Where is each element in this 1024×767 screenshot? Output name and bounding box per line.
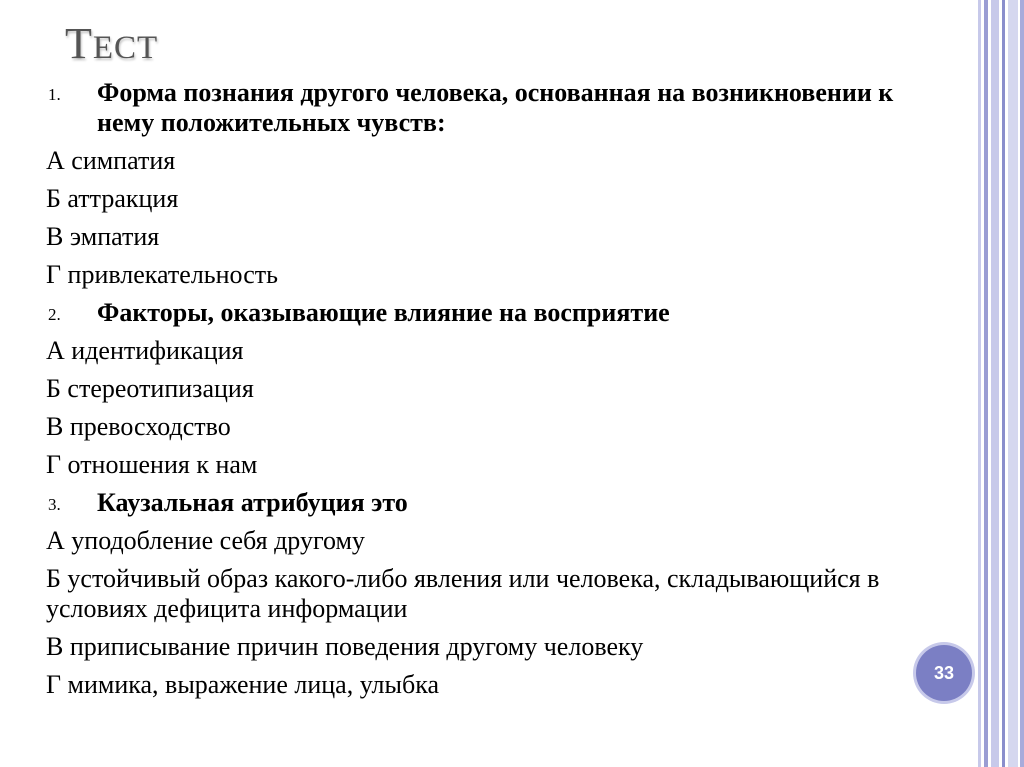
answer-option: А идентификация <box>46 336 244 365</box>
answer-option: Б устойчивый образ какого-либо явления или человека, складывающийся в условиях дефицита информации <box>46 564 880 623</box>
answer-option: Б стереотипизация <box>46 374 254 403</box>
stripe <box>1008 0 1018 767</box>
stripe <box>978 0 981 767</box>
answer-option: В эмпатия <box>46 222 160 251</box>
stripe <box>1020 0 1024 767</box>
stripe <box>991 0 999 767</box>
answer-option: В превосходство <box>46 412 231 441</box>
question-2 <box>46 298 956 328</box>
question-text: Факторы, оказывающие влияние на восприятие <box>97 298 670 327</box>
decorative-stripes <box>978 0 1024 767</box>
question-number: 3. <box>48 495 61 514</box>
stripe <box>1002 0 1005 767</box>
test-content <box>46 78 956 708</box>
question-text: Каузальная атрибуция это <box>97 488 408 517</box>
answer-option: А уподобление себя другому <box>46 526 365 555</box>
answer-option: Г мимика, выражение лица, улыбка <box>46 670 440 699</box>
question-1 <box>46 78 956 138</box>
answer-option: А симпатия <box>46 146 176 175</box>
question-text: Форма познания другого человека, основанная на возникновении к нему положительных чувств: <box>97 78 894 137</box>
answer-option: Г привлекательность <box>46 260 278 289</box>
title-initial: Т <box>65 19 93 68</box>
answer-option: В приписывание причин поведения другому человеку <box>46 632 644 661</box>
answer-option: Г отношения к нам <box>46 450 258 479</box>
answer-option: Б аттракция <box>46 184 179 213</box>
page-number-badge: 33 <box>916 645 972 701</box>
stripe <box>984 0 988 767</box>
question-number: 1. <box>48 85 61 104</box>
slide-title <box>65 18 158 69</box>
question-number: 2. <box>48 305 61 324</box>
title-rest: ЕСТ <box>92 30 159 66</box>
question-3 <box>46 488 956 518</box>
